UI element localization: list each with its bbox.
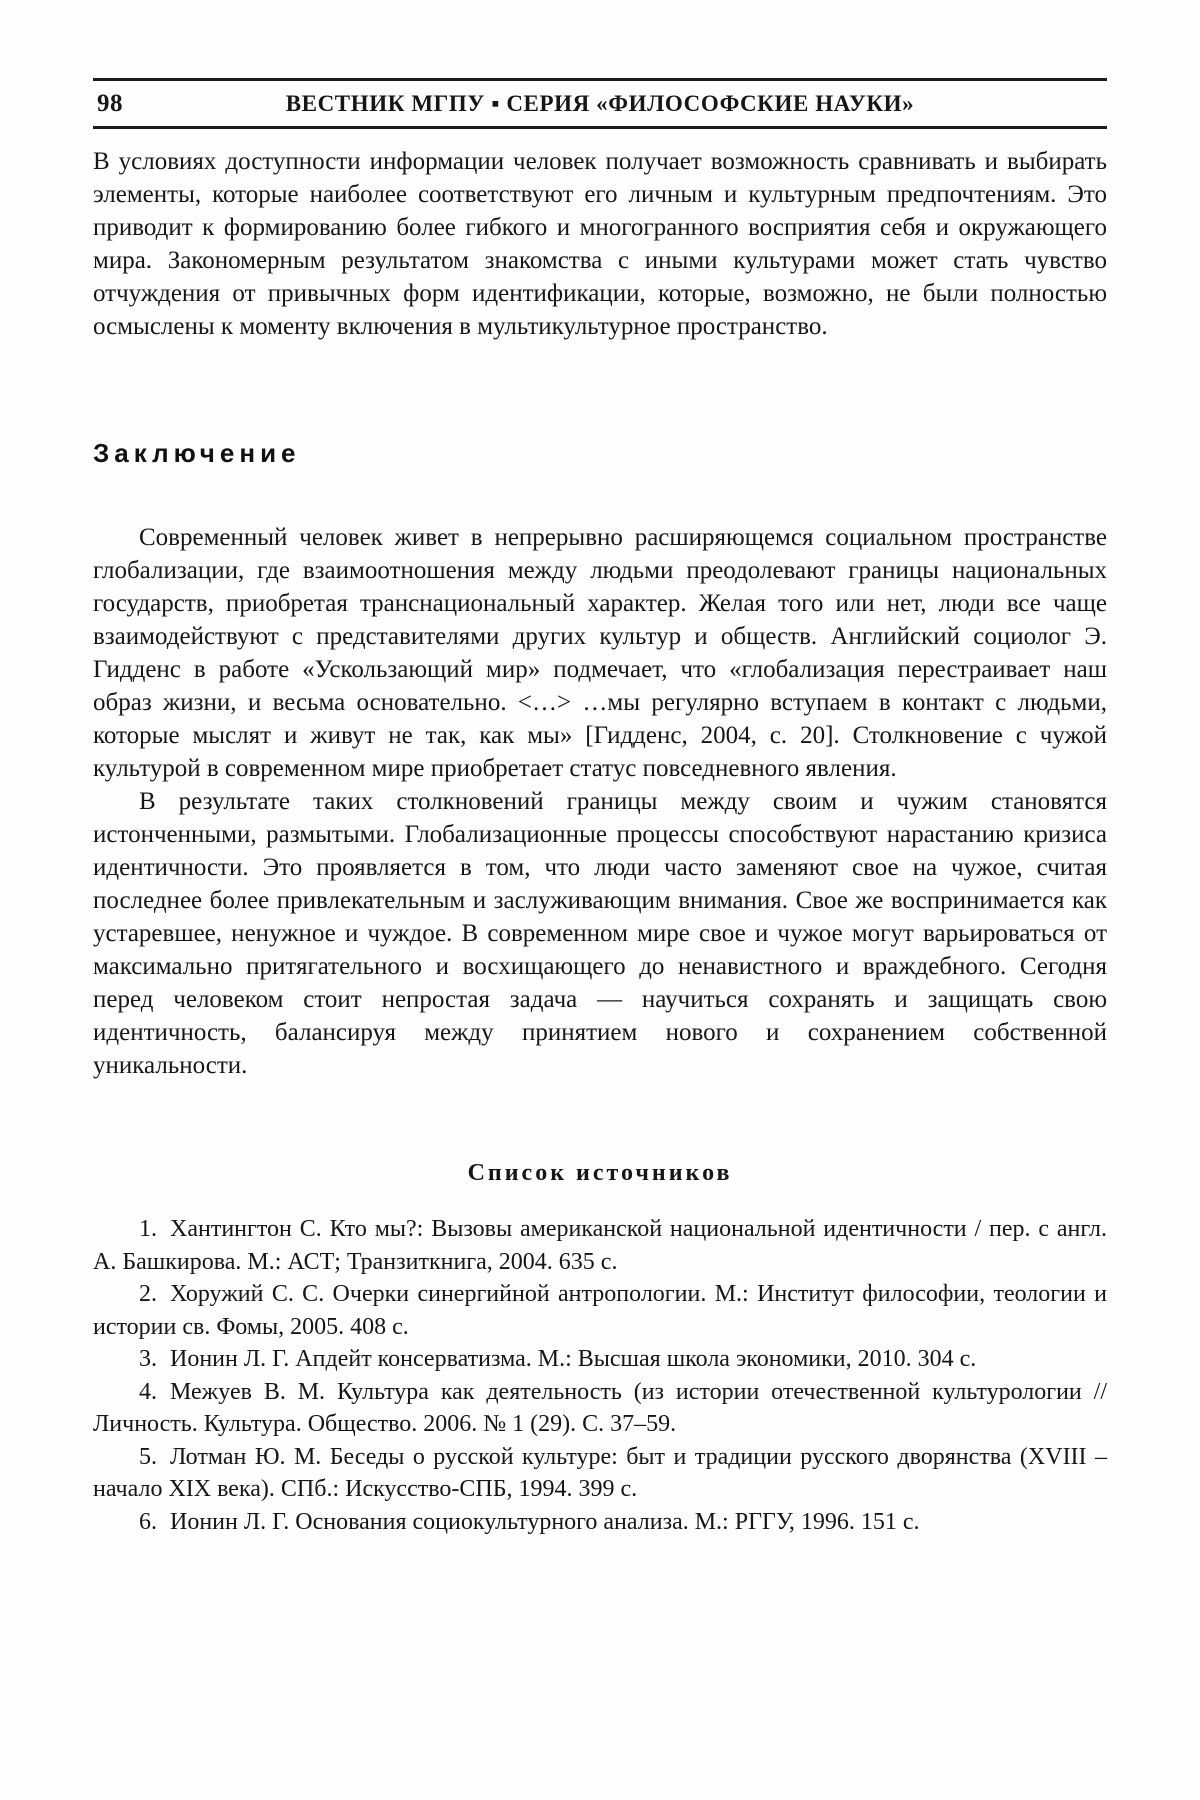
references-list xyxy=(93,1213,1107,1538)
intro-paragraph: В условиях доступности информации человек получает возможность сравнивать и выбирать элементы, которые наиболее соответствуют его личным и культурным предпочтениям. Это приводит к формированию более гибкого и многогранного восприятия себя и окружающего мира. Закономерным результатом знакомства с иными культурами может стать чувство отчуждения от привычных форм идентификации, которые, возможно, не были полностью осмыслены к моменту включения в мультикультурное пространство. xyxy=(93,148,1107,340)
header-rule-bottom xyxy=(93,126,1107,129)
reference-number: 3. xyxy=(139,1346,157,1372)
reference-item-3 xyxy=(93,1343,1107,1376)
reference-item-6 xyxy=(93,1506,1107,1539)
running-head xyxy=(93,0,1107,129)
header-row xyxy=(93,81,1107,126)
conclusion-paragraph-2: В результате таких столкновений границы между своим и чужим становятся истонченными, размытыми. Глобализационные процессы способствуют нарастанию кризиса идентичности. Это проявляется в том, что люди часто заменяют свое на чужое, считая последнее более привлекательным и заслуживающим внимания. Свое же воспринимается как устаревшее, ненужное и чуждое. В современном мире свое и чужое могут варьироваться от максимально притягательного и восхищающего до ненавистного и враждебного. Сегодня перед человеком стоит непростая задача — научиться сохранять и защищать свою идентичность, балансируя между принятием нового и сохранением собственной уникальности. xyxy=(93,788,1107,1079)
reference-number: 4. xyxy=(139,1378,157,1405)
reference-text: Хоружий С. С. Очерки синергийной антропологии. М.: Институт философии, теологии и истории св. Фомы, 2005. 408 с. xyxy=(93,1281,1107,1340)
conclusion-paragraph-1: Современный человек живет в непрерывно расширяющемся социальном пространстве глобализации, где взаимоотношения между людьми преодолевают границы национальных государств, приобретая транснациональный характер. Желая того или нет, люди все чаще взаимодействуют с представителями других культур и обществ. Английский социолог Э. Гидденс в работе «Ускользающий мир» подмечает, что «глобализация перестраивает наш образ жизни, и весьма основательно. <…> …мы регулярно вступаем в контакт с людьми, которые мыслят и живут не так, как мы» [Гидденс, 2004, с. 20]. Столкновение с чужой культурой в современном мире приобретает статус повседневного явления. xyxy=(93,524,1107,782)
reference-number: 6. xyxy=(139,1508,157,1535)
reference-item-2 xyxy=(93,1278,1107,1343)
reference-item-1 xyxy=(93,1213,1107,1278)
reference-text: Межуев В. М. Культура как деятельность (из истории отечественной культурологии // Личность. Культура. Общество. 2006. № 1 (29). С. 37–59. xyxy=(93,1378,1107,1437)
reference-text: Лотман Ю. М. Беседы о русской культуре: быт и традиции русского дворянства (XVIII – начало XIX века). СПб.: Искусство-СПБ, 1994. 399 с. xyxy=(93,1443,1107,1502)
reference-text: Ионин Л. Г. Апдейт консерватизма. М.: Высшая школа экономики, 2010. 304 с. xyxy=(170,1346,977,1372)
reference-item-4 xyxy=(93,1376,1107,1441)
reference-text: Хантингтон С. Кто мы?: Вызовы американской национальной идентичности / пер. с англ. А. Башкирова. М.: АСТ; Транзиткнига, 2004. 635 с. xyxy=(93,1216,1107,1275)
reference-text: Ионин Л. Г. Основания социокультурного анализа. М.: РГГУ, 1996. 151 с. xyxy=(170,1508,920,1535)
reference-number: 1. xyxy=(139,1216,157,1242)
journal-title: ВЕСТНИК МГПУ ▪ СЕРИЯ «ФИЛОСОФСКИЕ НАУКИ» xyxy=(285,90,915,116)
reference-number: 2. xyxy=(139,1281,157,1307)
page-number: 98 xyxy=(97,89,123,117)
section-heading-conclusion: Заключение xyxy=(93,438,301,468)
page-body xyxy=(93,145,1107,1538)
reference-number: 5. xyxy=(139,1443,157,1470)
references-heading: Список источников xyxy=(467,1160,733,1186)
reference-item-5 xyxy=(93,1441,1107,1506)
